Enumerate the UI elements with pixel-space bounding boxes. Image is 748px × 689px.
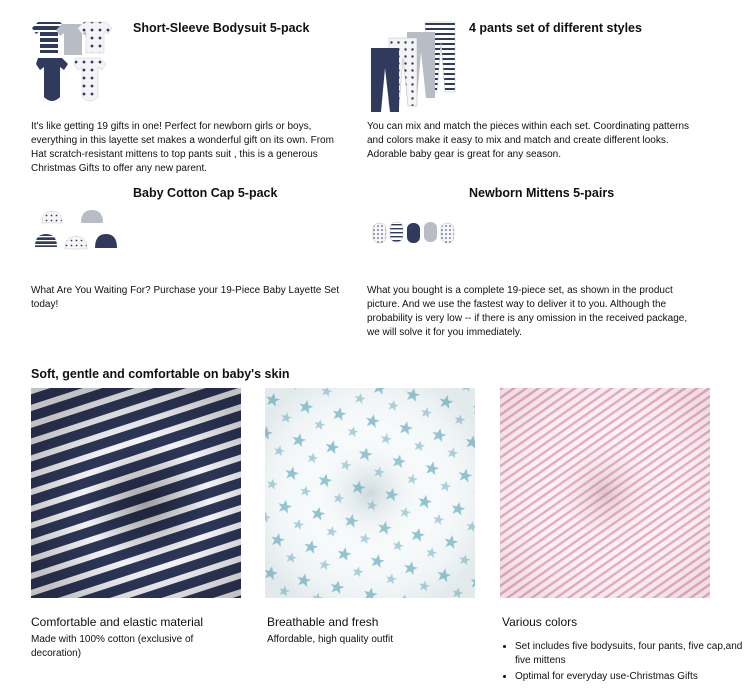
pants-set-image bbox=[367, 18, 463, 114]
bodysuit-pack-image bbox=[32, 18, 122, 114]
navy-stripe-fabric-image bbox=[31, 388, 241, 598]
feature-comfortable-description: Made with 100% cotton (exclusive of decoration) bbox=[31, 634, 194, 659]
fabric-section-heading: Soft, gentle and comfortable on baby's skin bbox=[31, 367, 290, 381]
feature-breathable-description: Affordable, high quality outfit bbox=[267, 634, 394, 645]
feature-colors-bullet: • Set includes five bodysuits, four pants, five cap,and five mittens bbox=[515, 640, 745, 668]
caps-pack-image bbox=[34, 208, 124, 258]
caps-description: What Are You Waiting For? Purchase your 19-Piece Baby Layette Set today! bbox=[31, 285, 340, 310]
feature-colors-title: Various colors bbox=[502, 615, 578, 629]
mittens-description: What you bought is a complete 19-piece set, as shown in the product picture. And we use the fastest way to deliver it to you. Although the probability is very low -- if there is any omission in the received package, we will solve it for you immediately. bbox=[367, 285, 688, 338]
feature-colors-bullet-list bbox=[500, 640, 745, 686]
bodysuit-description: It's like getting 19 gifts in one! Perfect for newborn girls or boys, everything in this layette set makes a wonderful gift on its own. From Hat scratch-resistant mittens to top pants suit , this is a generous Christmas Gifts to offer any new parent. bbox=[31, 121, 334, 174]
bodysuit-title: Short-Sleeve Bodysuit 5-pack bbox=[133, 21, 310, 35]
pants-description: You can mix and match the pieces within each set. Coordinating patterns and colors make it easy to mix and match and create different looks. Adorable baby gear is great for any season. bbox=[367, 121, 690, 160]
mittens-title: Newborn Mittens 5-pairs bbox=[469, 186, 615, 200]
caps-title: Baby Cotton Cap 5-pack bbox=[133, 186, 278, 200]
pants-title: 4 pants set of different styles bbox=[469, 21, 642, 35]
feature-breathable-title: Breathable and fresh bbox=[267, 615, 379, 629]
feature-colors-bullet: • Optimal for everyday use-Christmas Gifts bbox=[515, 670, 745, 684]
pink-stripe-fabric-image bbox=[500, 388, 710, 598]
mittens-pack-image bbox=[372, 220, 458, 246]
star-print-fabric-image bbox=[265, 388, 475, 598]
feature-comfortable-title: Comfortable and elastic material bbox=[31, 615, 204, 629]
